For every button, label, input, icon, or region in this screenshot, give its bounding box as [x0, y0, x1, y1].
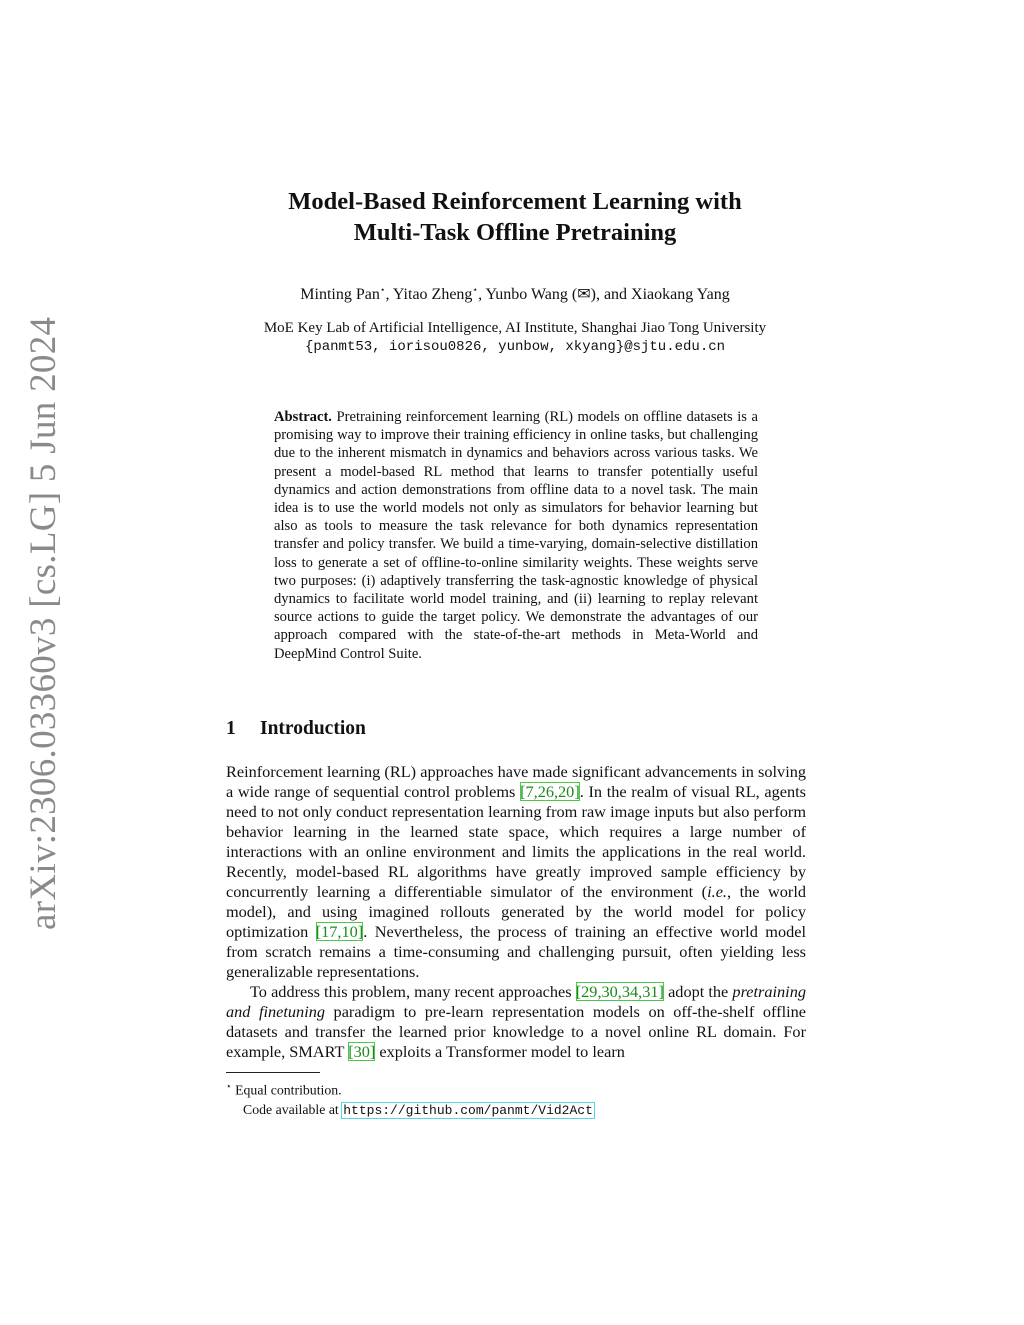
text-run: . Nevertheless, the process of training an effective world model from scratch remains a time-consuming and challenging pursuit, often yielding less generalizable representations.: [226, 922, 806, 981]
abstract-label: Abstract.: [274, 409, 332, 425]
citation-link[interactable]: [7,26,20]: [520, 782, 580, 801]
intro-body: [226, 762, 806, 1062]
text-run: exploits a Transformer model to learn: [375, 1042, 625, 1061]
italic-text: i.e.: [707, 882, 727, 901]
author-2: Yitao Zheng: [392, 286, 473, 303]
title-line-2: Multi-Task Offline Pretraining: [353, 219, 677, 246]
arxiv-identifier: arXiv:2306.03360v3 [cs.LG] 5 Jun 2024: [23, 316, 64, 930]
author-3: Yunbo Wang (✉), and Xiaokang Yang: [485, 286, 730, 303]
footnote-text: Code available at: [243, 1101, 343, 1117]
section-heading: [226, 718, 366, 740]
author-1: Minting Pan: [300, 286, 380, 303]
equal-contrib-mark: ⋆: [379, 284, 386, 295]
footnote-text: Equal contribution.: [235, 1082, 342, 1098]
text-run: paradigm to pre-learn representation models on off-the-shelf offline datasets and transfer the learned prior knowledge to a novel online RL domain. For example, SMART: [226, 1002, 806, 1061]
paragraph-1: [226, 762, 806, 982]
title-line-1: Model-Based Reinforcement Learning with: [288, 188, 742, 215]
citation-link[interactable]: [17,10]: [315, 922, 364, 941]
code-url-link[interactable]: https://github.com/panmt/Vid2Act: [343, 1102, 593, 1118]
paper-title: [180, 186, 850, 248]
author-emails: {panmt53, iorisou0826, yunbow, xkyang}@sjtu.edu.cn: [304, 339, 726, 355]
footnotes: [226, 1077, 594, 1120]
text-run: adopt the: [663, 982, 733, 1001]
section-title: Introduction: [260, 718, 366, 739]
footnote-mark: ⋆: [226, 1081, 232, 1091]
abstract: [274, 408, 758, 663]
text-run: To address this problem, many recent approaches: [250, 982, 576, 1001]
citation-link[interactable]: [30]: [348, 1042, 376, 1061]
text-run: , the world model), and using imagined rollouts generated by the world model for policy optimization: [226, 882, 806, 941]
abstract-text: Pretraining reinforcement learning (RL) models on offline datasets is a promising way to improve their training efficiency in online tasks, but challenging due to the inherent mismatch in dynamics and behaviors across various tasks. We present a model-based RL method that learns to transfer potentially useful dynamics and action demonstrations from offline data to a novel task. The main idea is to use the world models not only as simulators for behavior learning but also as tools to measure the task relevance for both dynamics representation transfer and policy transfer. We build a time-varying, domain-selective distillation loss to generate a set of offline-to-online similarity weights. These weights serve two purposes: (i) adaptively transferring the task-agnostic knowledge of physical dynamics to facilitate world model training, and (ii) learning to replay relevant source actions to guide the target policy. We demonstrate the advantages of our approach compared with the state-of-the-art methods in Meta-World and DeepMind Control Suite.: [274, 409, 759, 662]
italic-text: pretraining and finetuning: [226, 982, 806, 1021]
citation-link[interactable]: [29,30,34,31]: [575, 982, 664, 1001]
author-list: Minting Pan⋆, Yitao Zheng⋆, Yunbo Wang (✉), and Xiaokang Yang: [300, 284, 730, 303]
text-run: . In the realm of visual RL, agents need to not only conduct representation learning from raw image inputs but also perform behavior learning in the learned state space, which requires a large number of interactions with an online environment and limits the applications in the real world. Recently, model-based RL algorithms have greatly improved sample efficiency by concurrently learning a differentiable simulator of the environment (: [226, 782, 806, 901]
footnote-1: [226, 1077, 594, 1100]
affiliation: MoE Key Lab of Artificial Intelligence, AI Institute, Shanghai Jiao Tong University: [263, 320, 767, 336]
paragraph-2: [226, 982, 806, 1062]
section-number: 1: [226, 718, 236, 739]
text-run: Reinforcement learning (RL) approaches have made significant advancements in solving a wide range of sequential control problems: [226, 762, 806, 801]
equal-contrib-mark: ⋆: [472, 284, 479, 295]
footnote-2: [226, 1100, 594, 1120]
footnote-rule: [226, 1072, 320, 1073]
